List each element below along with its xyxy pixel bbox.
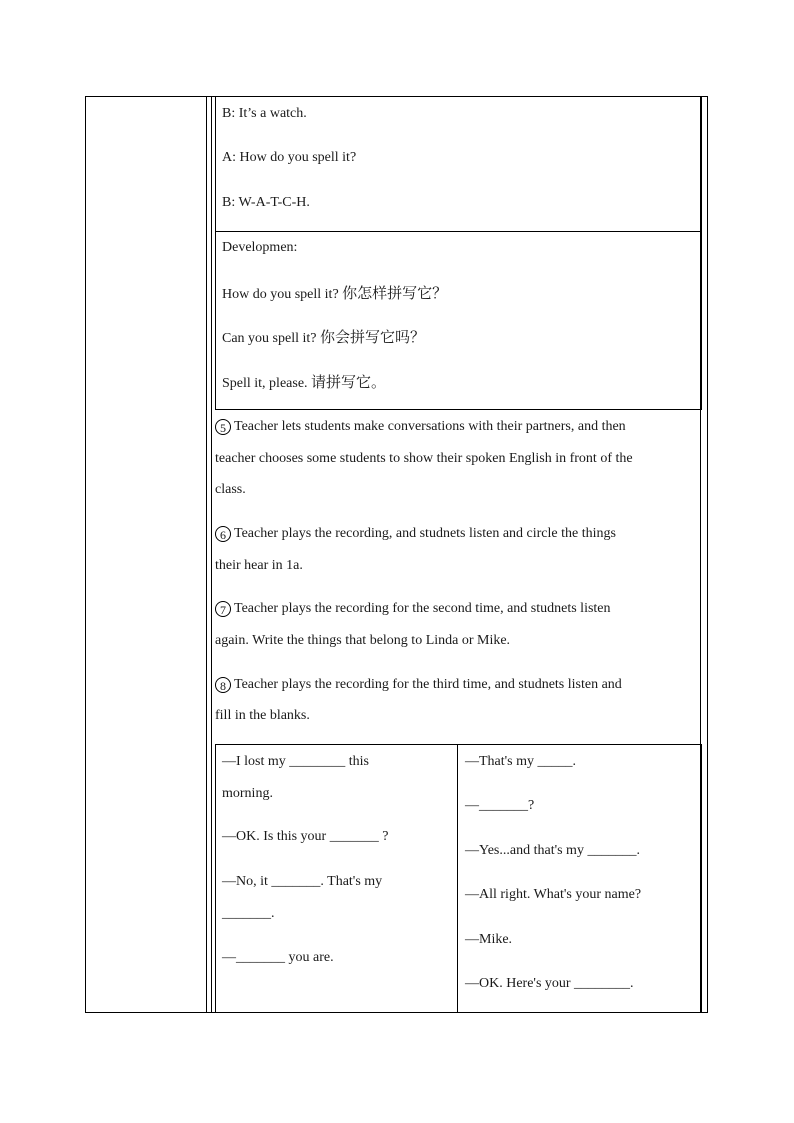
step-text: Teacher plays the recording for the third time, and studnets listen and xyxy=(234,677,622,692)
step-7-line xyxy=(215,600,611,618)
blank-line-left: —_______ you are. xyxy=(222,950,334,965)
blank-line-left: —OK. Is this your _______ ? xyxy=(222,829,389,844)
step-text: again. Write the things that belong to Linda or Mike. xyxy=(215,633,511,648)
step-text: teacher chooses some students to show their spoken English in front of the xyxy=(215,451,633,466)
phrase-zh: 请拼写它。 xyxy=(311,373,387,391)
step-number-badge: 6 xyxy=(215,526,231,542)
step-number-badge: 8 xyxy=(215,677,231,693)
blank-line-left: —I lost my ________ this xyxy=(222,754,370,769)
development-heading: Developmen: xyxy=(222,240,298,255)
phrase-en: How do you spell it? xyxy=(222,287,339,302)
fill-blanks-divider xyxy=(457,744,458,1013)
step-text: class. xyxy=(215,482,246,497)
dialogue-line: B: W-A-T-C-H. xyxy=(222,195,310,210)
phrase-en: Can you spell it? xyxy=(222,331,317,346)
development-item xyxy=(222,328,425,348)
dialogue-line: A: How do you spell it? xyxy=(222,150,357,165)
blank-line-right: —Mike. xyxy=(465,932,513,947)
dialogue-line: B: It’s a watch. xyxy=(222,106,307,121)
blank-line-right: —That's my _____. xyxy=(465,754,577,769)
blank-line-right: —Yes...and that's my _______. xyxy=(465,843,640,858)
step-text: Teacher plays the recording for the second time, and studnets listen xyxy=(234,601,611,616)
step-number-badge: 5 xyxy=(215,419,231,435)
blank-line-right: —OK. Here's your ________. xyxy=(465,976,634,991)
step-number-badge: 7 xyxy=(215,601,231,617)
blank-line-right: —_______? xyxy=(465,798,535,813)
column-divider-inner xyxy=(211,96,212,1013)
step-text: fill in the blanks. xyxy=(215,708,310,723)
phrase-en: Spell it, please. xyxy=(222,376,308,391)
blank-line-left: —No, it _______. That's my xyxy=(222,874,383,889)
step-text: Teacher lets students make conversations with their partners, and then xyxy=(234,419,626,434)
development-item xyxy=(222,284,447,304)
step-6-line xyxy=(215,525,616,543)
blank-line-left: morning. xyxy=(222,786,273,801)
step-text: their hear in 1a. xyxy=(215,558,303,573)
development-item xyxy=(222,373,386,393)
blank-line-left: _______. xyxy=(222,906,275,921)
step-5-line xyxy=(215,418,691,436)
blank-line-right: —All right. What's your name? xyxy=(465,887,642,902)
column-divider-left xyxy=(206,96,207,1013)
step-text: Teacher plays the recording, and studnets listen and circle the things xyxy=(234,526,616,541)
phrase-zh: 你会拼写它吗？ xyxy=(320,328,426,346)
phrase-zh: 你怎样拼写它？ xyxy=(342,284,448,302)
step-8-line xyxy=(215,676,622,694)
